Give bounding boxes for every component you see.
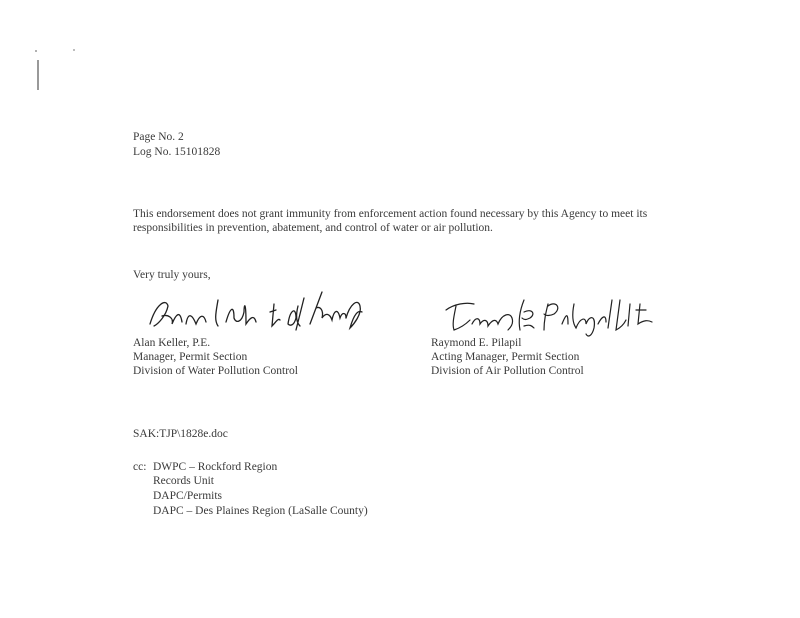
signatory-2-title: Acting Manager, Permit Section xyxy=(431,351,580,363)
signatory-2-name: Raymond E. Pilapil xyxy=(431,337,522,349)
closing: Very truly yours, xyxy=(133,269,211,281)
signatory-1-division: Division of Water Pollution Control xyxy=(133,365,298,377)
document-reference: SAK:TJP\1828e.doc xyxy=(133,428,228,440)
cc-prefix: cc: xyxy=(133,461,147,473)
signatory-1-title: Manager, Permit Section xyxy=(133,351,248,363)
page-number: Page No. 2 xyxy=(133,131,184,143)
cc-line: Records Unit xyxy=(153,475,215,487)
cc-line: DAPC/Permits xyxy=(153,490,223,502)
signatory-1-name: Alan Keller, P.E. xyxy=(133,337,211,349)
signatory-2-division: Division of Air Pollution Control xyxy=(431,365,584,377)
cc-line: DWPC – Rockford Region xyxy=(153,461,278,473)
log-number: Log No. 15101828 xyxy=(133,146,221,158)
scan-artifact xyxy=(34,48,94,103)
cc-line: DAPC – Des Plaines Region (LaSalle County) xyxy=(153,505,368,517)
endorsement-paragraph: This endorsement does not grant immunity from enforcement action found necessary by this Agency to meet its responsibilities in prevention, abatement, and control of water or air pollution. xyxy=(133,208,648,234)
